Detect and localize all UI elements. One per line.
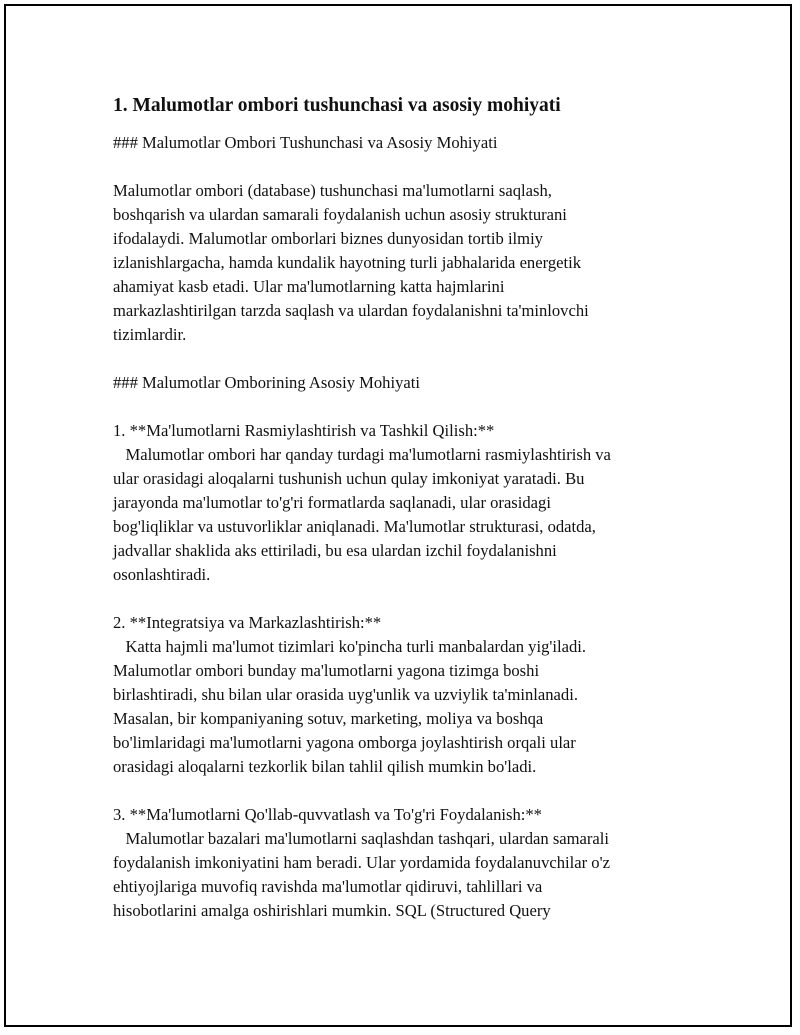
text-line: 1. **Ma'lumotlarni Rasmiylashtirish va Tashkil Qilish:**: [113, 421, 495, 440]
text-line: bo'limlaridagi ma'lumotlarni yagona omborga joylashtirish orqali ular: [113, 733, 576, 752]
document-title: 1. Malumotlar ombori tushunchasi va asosiy mohiyati: [113, 95, 561, 116]
text-line: Malumotlar ombori har qanday turdagi ma'lumotlarni rasmiylashtirish va: [113, 445, 611, 464]
text-line: 2. **Integratsiya va Markazlashtirish:**: [113, 613, 382, 632]
text-line: osonlashtiradi.: [113, 565, 211, 584]
text-line: foydalanish imkoniyatini ham beradi. Ular yordamida foydalanuvchilar o'z: [113, 853, 610, 872]
text-line: jadvallar shaklida aks ettiriladi, bu esa ulardan izchil foydalanishni: [113, 541, 557, 560]
blank-line: [113, 155, 693, 179]
text-line: boshqarish va ulardan samarali foydalanish uchun asosiy strukturani: [113, 205, 567, 224]
blank-line: [113, 779, 693, 803]
blank-line: [113, 587, 693, 611]
text-line: ehtiyojlariga muvofiq ravishda ma'lumotlar qidiruvi, tahlillari va: [113, 877, 543, 896]
blank-line: [113, 395, 693, 419]
text-line: hisobotlarini amalga oshirishlari mumkin. SQL (Structured Query: [113, 901, 551, 920]
text-line: 3. **Ma'lumotlarni Qo'llab-quvvatlash va To'g'ri Foydalanish:**: [113, 805, 542, 824]
document-body: [113, 94, 693, 923]
text-line: ### Malumotlar Omborining Asosiy Mohiyati: [113, 373, 420, 392]
document-text: [113, 131, 693, 923]
text-line: markazlashtirilgan tarzda saqlash va ulardan foydalanishni ta'minlovchi: [113, 301, 589, 320]
text-line: tizimlardir.: [113, 325, 187, 344]
text-line: jarayonda ma'lumotlar to'g'ri formatlarda saqlanadi, ular orasidagi: [113, 493, 551, 512]
text-line: Malumotlar bazalari ma'lumotlarni saqlashdan tashqari, ulardan samarali: [113, 829, 610, 848]
text-line: Masalan, bir kompaniyaning sotuv, marketing, moliya va boshqa: [113, 709, 544, 728]
text-line: ular orasidagi aloqalarni tushunish uchun qulay imkoniyat yaratadi. Bu: [113, 469, 585, 488]
text-line: Malumotlar ombori bunday ma'lumotlarni yagona tizimga boshi: [113, 661, 540, 680]
text-line: Katta hajmli ma'lumot tizimlari ko'pincha turli manbalardan yig'iladi.: [113, 637, 587, 656]
text-line: ifodalaydi. Malumotlar omborlari biznes dunyosidan tortib ilmiy: [113, 229, 543, 248]
text-line: orasidagi aloqalarni tezkorlik bilan tahlil qilish mumkin bo'ladi.: [113, 757, 537, 776]
text-line: ahamiyat kasb etadi. Ular ma'lumotlarning katta hajmlarini: [113, 277, 505, 296]
text-line: ### Malumotlar Ombori Tushunchasi va Asosiy Mohiyati: [113, 133, 498, 152]
text-line: Malumotlar ombori (database) tushunchasi ma'lumotlarni saqlash,: [113, 181, 552, 200]
text-line: bog'liqliklar va ustuvorliklar aniqlanadi. Ma'lumotlar strukturasi, odatda,: [113, 517, 596, 536]
text-line: birlashtiradi, shu bilan ular orasida uyg'unlik va uzviylik ta'minlanadi.: [113, 685, 578, 704]
blank-line: [113, 347, 693, 371]
text-line: izlanishlargacha, hamda kundalik hayotning turli jabhalarida energetik: [113, 253, 582, 272]
